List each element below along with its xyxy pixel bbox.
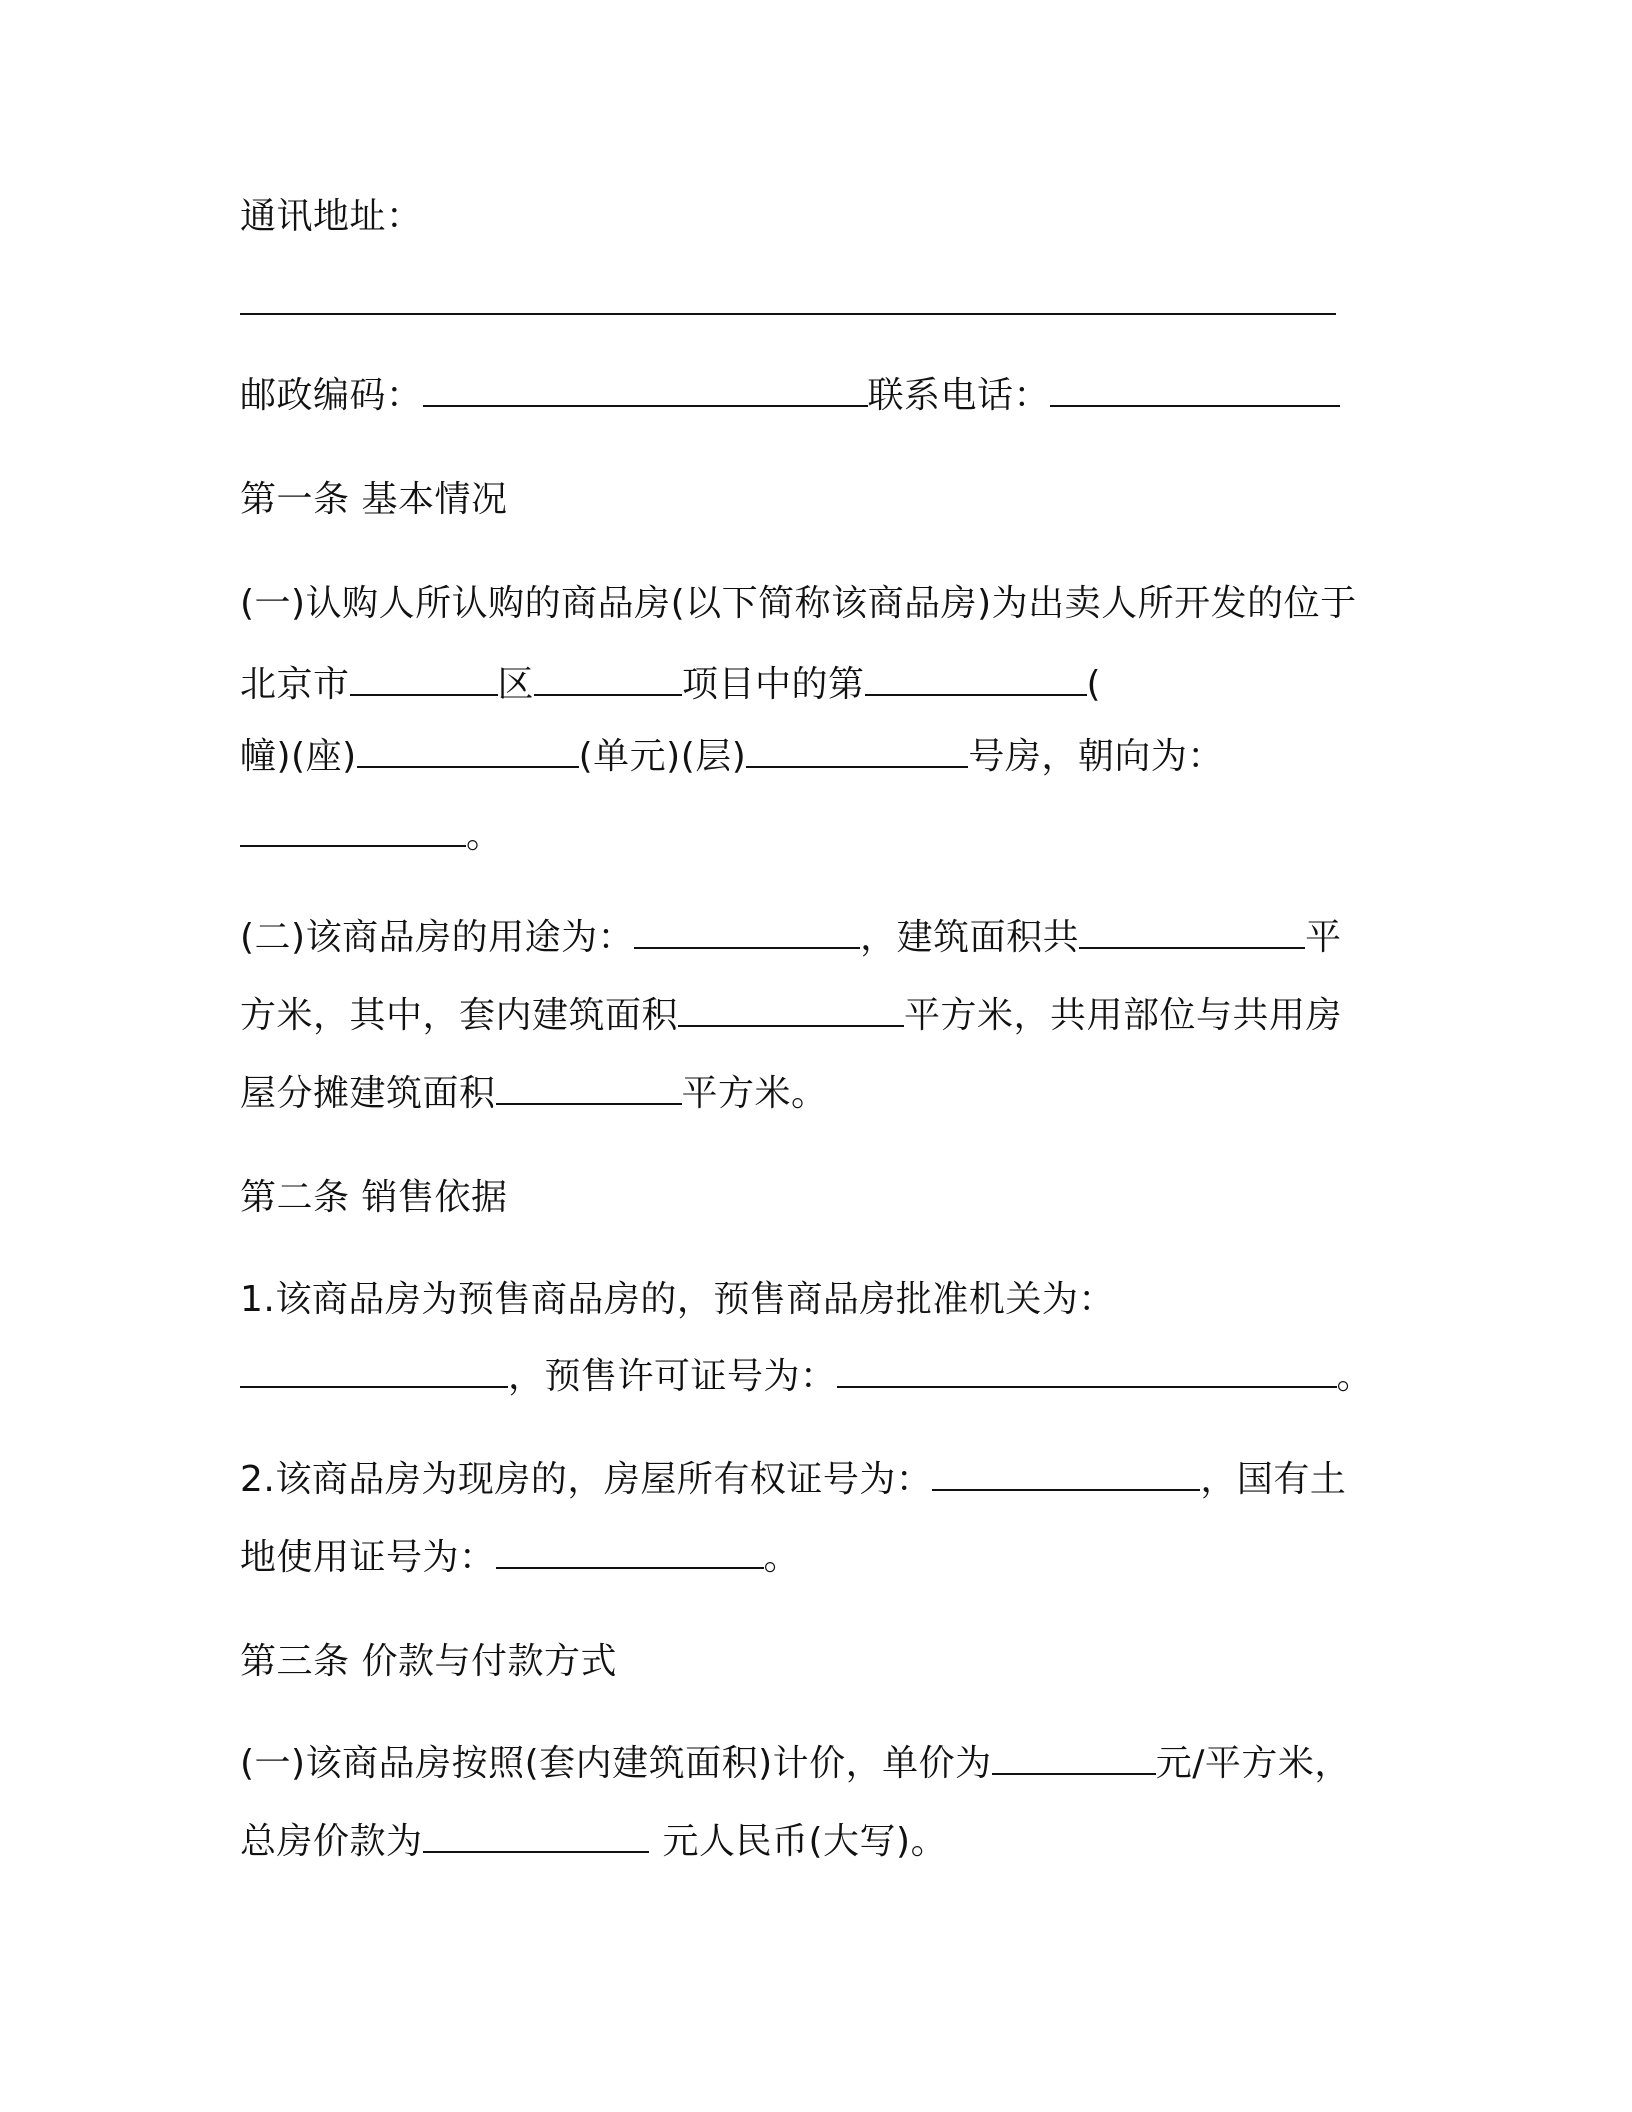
shared-label: 平方米，共用部位与共用房 (904, 995, 1343, 1036)
article-1-p1-line3 (240, 735, 1224, 779)
shared-area-unit: 平方米。 (681, 1073, 828, 1114)
land-cert-label: 地使用证号为： (240, 1537, 496, 1578)
unit-price-blank[interactable] (992, 1743, 1156, 1775)
article-2-p2-line1 (240, 1458, 1346, 1502)
building-label: 幢)(座) (240, 736, 357, 777)
unit-price-unit: 元/平方米， (1155, 1743, 1351, 1784)
article-1-p1-text-a: (一)认购人所认购的商品房(以下简称该商品房)为出卖人所开发的位于 (240, 583, 1357, 624)
period-2: 。 (1336, 1356, 1374, 1397)
inner-area-blank[interactable] (678, 995, 904, 1027)
paren-open: ( (1086, 664, 1102, 705)
phone-blank[interactable] (1050, 375, 1340, 407)
address-label: 通讯地址： (240, 196, 423, 237)
address-line (240, 195, 423, 239)
city-label: 北京市 (240, 664, 350, 705)
article-2-title (240, 1176, 507, 1220)
shared-area-blank[interactable] (496, 1073, 682, 1105)
article-1-p2-line3 (240, 1072, 828, 1116)
article-1-p2-line1 (240, 916, 1342, 960)
presale-license-label: ，预售许可证号为： (508, 1356, 837, 1397)
room-label: 号房，朝向为： (968, 736, 1224, 777)
total-price-blank[interactable] (423, 1821, 649, 1853)
project-blank[interactable] (534, 664, 682, 696)
inner-area-label: 方米，其中，套内建筑面积 (240, 995, 679, 1036)
ownership-blank[interactable] (932, 1459, 1200, 1491)
presale-authority-blank[interactable] (240, 1356, 508, 1388)
article-1-p1-line1 (240, 582, 1357, 626)
ownership-label: 2.该商品房为现房的，房屋所有权证号为： (240, 1459, 933, 1500)
period-3: 。 (763, 1537, 801, 1578)
shared-area-label: 屋分摊建筑面积 (240, 1073, 496, 1114)
article-1-p2-line2 (240, 994, 1342, 1038)
article-2-p2-line2 (240, 1536, 800, 1580)
presale-authority-label: 1.该商品房为预售商品房的，预售商品房批准机关为： (240, 1279, 1115, 1320)
project-label: 项目中的第 (682, 664, 865, 705)
usage-label: (二)该商品房的用途为： (240, 917, 635, 958)
period: 。 (466, 815, 503, 856)
orientation-blank[interactable] (240, 815, 466, 847)
article-1-p1-line4 (240, 814, 503, 858)
district-blank[interactable] (350, 664, 498, 696)
land-cert-blank[interactable] (496, 1537, 764, 1569)
postal-label: 邮政编码： (240, 375, 423, 416)
address-blank-line (240, 282, 1336, 326)
building-blank[interactable] (865, 664, 1087, 696)
district-label: 区 (497, 664, 535, 705)
usage-blank[interactable] (634, 917, 860, 949)
postal-code-blank[interactable] (423, 375, 868, 407)
total-price-label: 总房价款为 (240, 1821, 423, 1862)
article-2-heading: 第二条 销售依据 (240, 1177, 508, 1218)
article-1-heading: 第一条 基本情况 (240, 479, 508, 520)
unit-label: (单元)(层) (578, 736, 747, 777)
article-3-p1-line2 (240, 1820, 947, 1864)
article-3-p1-line1 (240, 1742, 1351, 1786)
article-3-heading: 第三条 价款与付款方式 (240, 1641, 617, 1682)
total-price-unit: 元人民币(大写)。 (662, 1821, 948, 1862)
pricing-label: (一)该商品房按照(套内建筑面积)计价，单价为 (240, 1743, 992, 1784)
article-2-p1-line1 (240, 1278, 1115, 1322)
phone-label: 联系电话： (867, 375, 1051, 416)
area-unit-part1: 平 (1305, 917, 1342, 958)
area-blank[interactable] (1079, 917, 1305, 949)
presale-license-blank[interactable] (837, 1356, 1337, 1388)
land-label: ，国有土 (1200, 1459, 1347, 1500)
address-blank[interactable] (240, 283, 1336, 315)
area-label: ，建筑面积共 (860, 917, 1080, 958)
article-3-title (240, 1640, 617, 1684)
unit-blank[interactable] (357, 736, 579, 768)
article-1-title (240, 478, 507, 522)
article-2-p1-line2 (240, 1355, 1373, 1399)
postal-phone-line (240, 374, 1340, 418)
room-blank[interactable] (746, 736, 968, 768)
article-1-p1-line2 (240, 663, 1101, 707)
